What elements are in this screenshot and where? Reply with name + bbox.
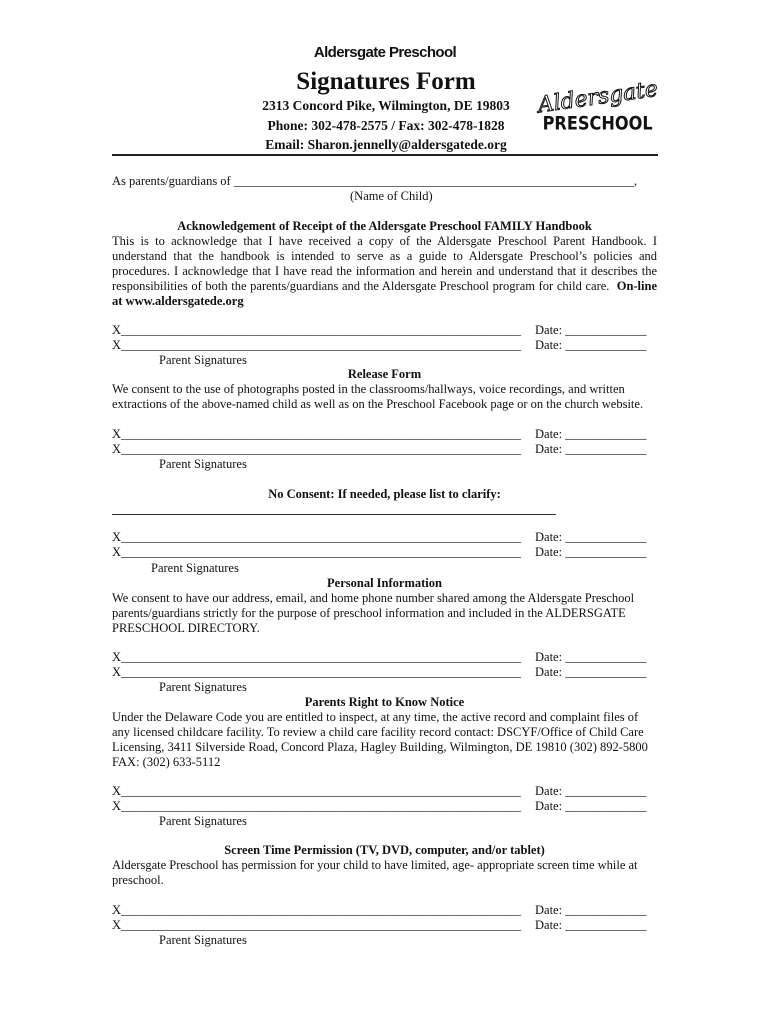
signature-line-2a[interactable]: X________________________________________________________________ (112, 427, 522, 441)
date-field-6a[interactable]: Date: _____________ (535, 903, 647, 917)
handbook-text: This is to acknowledge that I have received a copy of the Aldersgate Preschool Parent Handbook. I understand that the handbook is intended to serve as a guide to Aldersgate Preschool’s policies and procedures. I acknowledge that I have read the information and herein and understand that it describes the responsibilities of both the parents/guardians and the Aldersgate Preschool program for child care. (112, 234, 657, 293)
signature-line-3a[interactable]: X________________________________________________________________ (112, 530, 522, 544)
screen-time-heading: Screen Time Permission (TV, DVD, computer, and/or tablet) (224, 843, 545, 857)
date-field-3b[interactable]: Date: _____________ (535, 545, 647, 559)
phone-fax: Phone: 302-478-2575 / Fax: 302-478-1828 (267, 118, 505, 133)
parent-signatures-label-6: Parent Signatures (159, 933, 247, 947)
logo-block-text: PRESCHOOL (542, 113, 653, 136)
date-field-2a[interactable]: Date: _____________ (535, 427, 647, 441)
school-name: Aldersgate Preschool (313, 44, 457, 61)
personal-info-body: We consent to have our address, email, and home phone number shared among the Aldersgate Preschool parents/guardians strictly for the purpose of preschool information and included in the ALDERSGATE PRESCHOOL DIRECTORY. (112, 591, 635, 635)
signature-line-3b[interactable]: X________________________________________________________________ (112, 545, 522, 559)
date-field-6b[interactable]: Date: _____________ (535, 918, 647, 932)
signature-line-2b[interactable]: X________________________________________________________________ (112, 442, 522, 456)
email: Email: Sharon.jennelly@aldersgatede.org (265, 137, 507, 152)
handbook-heading: Acknowledgement of Receipt of the Aldersgate Preschool FAMILY Handbook (177, 219, 592, 233)
date-field-5a[interactable]: Date: _____________ (535, 784, 647, 798)
no-consent-line[interactable]: _______________________________________________________________________ (112, 502, 556, 516)
signature-line-5b[interactable]: X________________________________________________________________ (112, 799, 522, 813)
signature-line-6b[interactable]: X________________________________________________________________ (112, 918, 522, 932)
signature-line-4a[interactable]: X________________________________________________________________ (112, 650, 522, 664)
release-body: We consent to the use of photographs posted in the classrooms/hallways, voice recordings, and written extractions of the above-named child as well as on the Preschool Facebook page or on the church website. (112, 382, 644, 411)
signature-line-5a[interactable]: X________________________________________________________________ (112, 784, 522, 798)
release-heading: Release Form (347, 367, 422, 381)
right-to-know-heading: Parents Right to Know Notice (304, 695, 465, 709)
right-to-know-body: Under the Delaware Code you are entitled to inspect, at any time, the active record and complaint files of any licensed childcare facility. To review a child care facility record contact: DSCYF/Office of Child Care Licensing, 3411 Silverside Road, Concord Plaza, Hagley Building, Wilmington, DE 19810 (302) 892-5800 FAX: (302) 633-5112 (112, 710, 648, 769)
date-field-4a[interactable]: Date: _____________ (535, 650, 647, 664)
date-field-5b[interactable]: Date: _____________ (535, 799, 647, 813)
parent-signatures-label-4: Parent Signatures (159, 680, 247, 694)
signature-line-6a[interactable]: X________________________________________________________________ (112, 903, 522, 917)
handbook-online: On-line at www.aldersgatede.org (112, 279, 658, 308)
date-field-1b[interactable]: Date: _____________ (535, 338, 647, 352)
date-field-1a[interactable]: Date: _____________ (535, 323, 647, 337)
address: 2313 Concord Pike, Wilmington, DE 19803 (262, 98, 510, 113)
signature-line-1a[interactable]: X________________________________________________________________ (112, 323, 522, 337)
logo-script-text: Aldersgate (536, 76, 660, 119)
parent-signatures-label-2: Parent Signatures (159, 457, 247, 471)
parent-signatures-label-5: Parent Signatures (159, 814, 247, 828)
parent-signatures-label-1: Parent Signatures (159, 353, 247, 367)
parent-signatures-label-3: Parent Signatures (151, 561, 239, 575)
signature-line-1b[interactable]: X________________________________________________________________ (112, 338, 522, 352)
signature-line-4b[interactable]: X________________________________________________________________ (112, 665, 522, 679)
handbook-body (112, 234, 657, 309)
page-title: Signatures Form (296, 68, 476, 95)
date-field-3a[interactable]: Date: _____________ (535, 530, 647, 544)
date-field-4b[interactable]: Date: _____________ (535, 665, 647, 679)
header-divider (112, 154, 658, 156)
name-of-child-hint: (Name of Child) (350, 189, 433, 203)
date-field-2b[interactable]: Date: _____________ (535, 442, 647, 456)
personal-info-heading: Personal Information (327, 576, 442, 590)
preschool-logo (536, 76, 660, 136)
no-consent-heading: No Consent: If needed, please list to clarify: (268, 487, 501, 501)
guardians-line: As parents/guardians of ________________________________________________________________, (112, 174, 637, 188)
screen-time-body: Aldersgate Preschool has permission for your child to have limited, age- appropriate screen time while at preschool. (112, 858, 638, 887)
